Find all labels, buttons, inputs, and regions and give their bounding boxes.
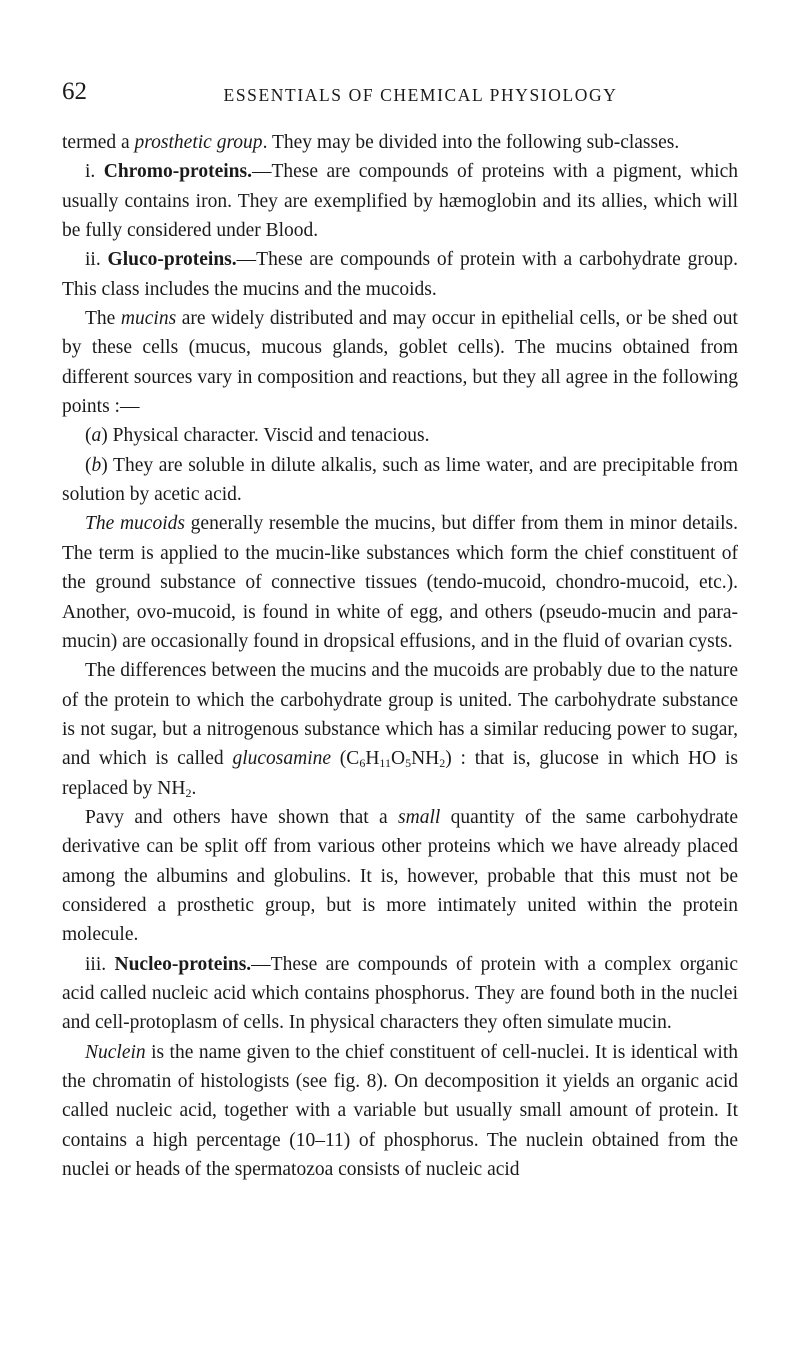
- formula-subscript: 2: [439, 756, 446, 771]
- formula-part: H: [365, 748, 380, 770]
- page-number: 62: [62, 78, 87, 105]
- text-run: They are soluble in dilute alkalis, such as lime water, and are precipitable from solution by acetic acid.: [62, 454, 738, 506]
- text-run: The: [85, 308, 121, 330]
- heading-nucleo-proteins: Nucleo-proteins.: [114, 953, 252, 975]
- text-run: —These are compounds of protein with a carbohydrate group. This class includes the mucins and the mucoids.: [62, 249, 738, 300]
- formula-subscript: 5: [405, 756, 412, 771]
- text-run: . They may be divided into the following sub-classes.: [262, 132, 680, 153]
- paragraph-nucleo-proteins: [62, 950, 738, 1038]
- chemical-formula: [331, 748, 452, 769]
- text-run: Pavy and others have shown that a: [85, 806, 399, 828]
- formula-subscript: 11: [379, 756, 391, 771]
- point-label-a: a: [91, 425, 102, 447]
- body-text: [62, 128, 738, 1184]
- point-label-b: b: [91, 454, 102, 476]
- italic-term-prosthetic-group: prosthetic group: [134, 132, 263, 153]
- text-run: Physical character. Viscid and tenacious.: [107, 425, 430, 447]
- italic-term-mucins: mucins: [120, 308, 177, 330]
- formula-subscript: 2: [185, 785, 192, 800]
- section-numeral: ii.: [85, 249, 108, 271]
- formula-part: O: [390, 748, 406, 770]
- italic-term-glucosamine: glucosamine: [232, 748, 332, 770]
- formula-part: (C: [331, 748, 360, 770]
- paragraph-chromo-proteins: [62, 157, 738, 245]
- text-run: generally resemble the mucins, but differ from them in minor details. The term is applied to the mucin-like substances which form the chief constituent of the ground substance of connective tissues (tendo-mucoid, chondro-mucoid, etc.). Another, ovo-mucoid, is found in white of egg, and others (pseudo-mucin and para-mucin) are occasionally found in dropsical effusions, and in the fluid of ovarian cysts.: [62, 513, 738, 652]
- paragraph-gluco-proteins: [62, 245, 738, 304]
- paragraph-pavy: [62, 803, 738, 950]
- formula-part: NH: [411, 748, 440, 770]
- text-run: —These are compounds of proteins with a pigment, which usually contains iron. They are exemplified by hæmoglobin and its allies, which will be fully considered under Blood.: [62, 161, 739, 242]
- running-head: ESSENTIALS OF CHEMICAL PHYSIOLOGY: [223, 85, 618, 105]
- text-run: are widely distributed and may occur in epithelial cells, or be shed out by these cells (mucus, mucous glands, goblet cells). The mucins obtained from different sources vary in composition and reactions, but they all agree in the following points :—: [62, 308, 738, 418]
- paragraph-glucosamine: [62, 656, 738, 803]
- paragraph-nuclein: [62, 1038, 738, 1185]
- text-run: quantity of the same carbohydrate derivative can be split off from various other proteins which we have already placed among the albumins and globulins. It is, however, probable that this must not be considered a prosthetic group, but is more intimately united within the protein molecule.: [62, 806, 738, 946]
- page-header: [62, 77, 737, 109]
- formula-part: ): [445, 748, 452, 770]
- heading-gluco-proteins: Gluco-proteins.: [107, 249, 237, 271]
- paragraph-mucins: [62, 304, 738, 421]
- paragraph-prosthetic-group: [62, 128, 738, 157]
- text-run: —These are compounds of protein with a complex organic acid called nucleic acid which contains phosphorus. They are found both in the nuclei and cell-protoplasm of cells. In physical characters they often simulate mucin.: [62, 953, 738, 1034]
- text-run: .: [191, 777, 197, 799]
- italic-term-mucoids: The mucoids: [85, 513, 185, 535]
- text-run: is the name given to the chief constituent of cell-nuclei. It is identical with the chromatin of histologists (see fig. 8). On decomposition it yields an organic acid called nucleic acid, together with a variable but usually small amount of protein. It contains a high percentage (10–11) of phosphorus. The nuclein obtained from the nuclei or heads of the spermatozoa consists of nucleic acid: [62, 1041, 738, 1181]
- text-run: termed a: [62, 132, 135, 153]
- heading-chromo-proteins: Chromo-proteins.: [103, 161, 252, 183]
- italic-term-nuclein: Nuclein: [85, 1041, 146, 1063]
- text-run: : that is, glucose in which HO is replaced by NH: [62, 748, 738, 799]
- paragraph-mucoids: [62, 509, 738, 656]
- italic-term-small: small: [398, 806, 441, 828]
- text-run: The differences between the mucins and the mucoids are probably due to the nature of the protein to which the carbohydrate group is united. The carbohydrate substance is not sugar, but a nitrogenous substance which has a similar reducing power to sugar, and which is called: [62, 660, 738, 770]
- paragraph-point-b: (b) They are soluble in dilute alkalis, such as lime water, and are precipitable from solution by acetic acid.: [62, 454, 738, 506]
- section-numeral: iii.: [85, 953, 115, 975]
- formula-subscript: 6: [359, 756, 366, 771]
- section-numeral: i.: [85, 161, 104, 183]
- paragraph-point-a: (a) Physical character. Viscid and tenacious.: [85, 425, 430, 447]
